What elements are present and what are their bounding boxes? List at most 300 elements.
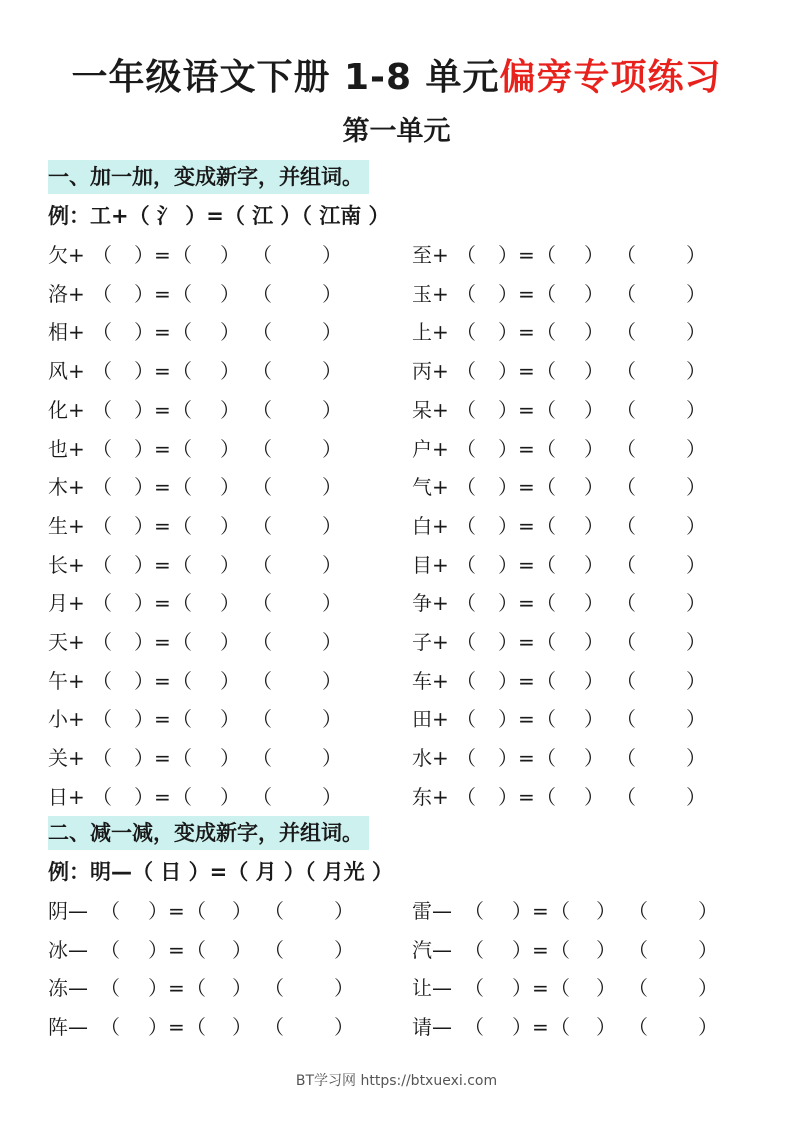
blank-close: ）=: [134, 475, 171, 500]
blank-open: （: [252, 746, 272, 771]
blank-close: ）: [584, 320, 604, 345]
blank-close: ）: [686, 397, 706, 422]
blank-close: ）: [596, 976, 616, 1001]
blank-open: （: [172, 591, 192, 616]
blank-close: ）: [334, 937, 354, 962]
blank-open: （: [616, 359, 636, 384]
blank-open: （: [252, 784, 272, 809]
blank-close: ）: [596, 1015, 616, 1040]
exercise-row: [412, 354, 732, 388]
blank-close: ）: [220, 436, 240, 461]
blank-close: ）: [584, 591, 604, 616]
blank-close: ）=: [148, 899, 185, 923]
blank-close: ）: [220, 320, 240, 345]
blank-open: （: [536, 591, 556, 616]
blank-open: （: [172, 243, 192, 267]
blank-open: （: [252, 591, 272, 616]
blank-close: ）=: [134, 591, 171, 616]
blank-open: （: [616, 243, 636, 267]
blank-close: ）=: [134, 436, 171, 461]
exercise-row: [412, 933, 732, 967]
blank-close: ）: [322, 784, 342, 809]
blank-close: ）=: [134, 552, 171, 577]
base-char: 丙+: [412, 359, 449, 384]
blank-open: （: [100, 1015, 120, 1040]
blank-open: （: [456, 320, 476, 345]
blank-close: ）=: [498, 513, 535, 538]
exercise-row: [48, 586, 368, 620]
exercise-row: [412, 432, 732, 466]
exercise-row: [48, 741, 368, 775]
blank-close: ）: [596, 899, 616, 923]
base-char: 呆+: [412, 397, 449, 422]
blank-close: ）=: [512, 976, 549, 1001]
blank-open: （: [186, 899, 206, 923]
blank-close: ）=: [498, 746, 535, 771]
blank-close: ）: [686, 320, 706, 345]
blank-open: （: [616, 668, 636, 693]
blank-close: ）: [322, 359, 342, 384]
blank-open: （: [456, 552, 476, 577]
blank-open: （: [92, 552, 112, 577]
blank-close: ）: [322, 552, 342, 577]
blank-open: （: [172, 436, 192, 461]
blank-close: ）=: [134, 746, 171, 771]
exercise-row: [48, 664, 368, 698]
blank-close: ）: [686, 475, 706, 500]
blank-close: ）: [584, 397, 604, 422]
blank-close: ）: [686, 630, 706, 654]
blank-close: ）: [584, 668, 604, 693]
blank-close: ）: [584, 707, 604, 732]
blank-open: （: [186, 976, 206, 1001]
exercise-row: [412, 315, 732, 349]
exercise-row: [48, 354, 368, 388]
blank-open: （: [536, 281, 556, 306]
blank-close: ）: [584, 359, 604, 384]
blank-open: （: [172, 475, 192, 500]
blank-close: ）=: [134, 243, 171, 267]
base-char: 气+: [412, 475, 449, 500]
blank-close: ）: [698, 899, 718, 923]
base-char: 长+: [48, 552, 85, 577]
blank-open: （: [264, 937, 284, 962]
blank-close: ）: [686, 436, 706, 461]
exercise-row: [412, 971, 732, 1005]
blank-open: （: [616, 591, 636, 616]
base-char: 雷—: [412, 899, 452, 923]
blank-close: ）: [584, 243, 604, 267]
base-char: 关+: [48, 746, 85, 771]
blank-open: （: [264, 1015, 284, 1040]
blank-open: （: [536, 746, 556, 771]
blank-open: （: [92, 513, 112, 538]
blank-close: ）=: [498, 359, 535, 384]
blank-close: ）=: [498, 668, 535, 693]
blank-open: （: [456, 707, 476, 732]
blank-open: （: [92, 784, 112, 809]
blank-close: ）=: [498, 552, 535, 577]
blank-open: （: [172, 281, 192, 306]
exercise-row: [48, 315, 368, 349]
page-title: [0, 52, 793, 104]
blank-close: ）: [220, 243, 240, 267]
blank-close: ）=: [512, 1015, 549, 1040]
blank-open: （: [456, 397, 476, 422]
blank-close: ）: [220, 707, 240, 732]
base-char: 户+: [412, 436, 449, 461]
blank-close: ）: [220, 552, 240, 577]
blank-close: ）: [334, 899, 354, 923]
blank-open: （: [464, 976, 484, 1001]
blank-open: （: [456, 436, 476, 461]
blank-open: （: [616, 707, 636, 732]
blank-open: （: [536, 243, 556, 267]
blank-open: （: [100, 976, 120, 1001]
blank-open: （: [464, 1015, 484, 1040]
blank-open: （: [550, 976, 570, 1001]
blank-close: ）: [698, 976, 718, 1001]
blank-open: （: [536, 436, 556, 461]
exercise-row: [412, 470, 732, 504]
base-char: 争+: [412, 591, 449, 616]
blank-open: （: [186, 937, 206, 962]
blank-open: （: [536, 513, 556, 538]
blank-open: （: [456, 243, 476, 267]
blank-open: （: [464, 937, 484, 962]
exercise-row: [48, 780, 368, 814]
exercise-row: [412, 894, 732, 928]
blank-open: （: [252, 397, 272, 422]
blank-open: （: [252, 475, 272, 500]
blank-open: （: [92, 668, 112, 693]
blank-open: （: [172, 784, 192, 809]
exercise-row: [48, 548, 368, 582]
blank-close: ）: [220, 630, 240, 654]
blank-close: ）: [584, 552, 604, 577]
blank-open: （: [252, 243, 272, 267]
blank-open: （: [616, 746, 636, 771]
blank-open: （: [628, 899, 648, 923]
blank-open: （: [536, 784, 556, 809]
blank-open: （: [456, 359, 476, 384]
blank-open: （: [252, 281, 272, 306]
blank-close: ）: [698, 1015, 718, 1040]
blank-open: （: [616, 630, 636, 654]
blank-open: （: [616, 281, 636, 306]
exercise-row: [412, 625, 732, 659]
blank-open: （: [536, 707, 556, 732]
base-char: 日+: [48, 784, 85, 809]
blank-open: （: [172, 630, 192, 654]
blank-open: （: [172, 320, 192, 345]
blank-open: （: [536, 552, 556, 577]
blank-open: （: [92, 591, 112, 616]
exercise-row: [48, 971, 368, 1005]
base-char: 请—: [412, 1015, 452, 1040]
blank-open: （: [536, 630, 556, 654]
blank-close: ）=: [498, 475, 535, 500]
blank-open: （: [92, 243, 112, 267]
blank-open: （: [92, 436, 112, 461]
blank-open: （: [92, 281, 112, 306]
blank-open: （: [172, 668, 192, 693]
exercise-row: [412, 702, 732, 736]
blank-close: ）: [220, 746, 240, 771]
blank-open: （: [616, 784, 636, 809]
exercise-row: [48, 393, 368, 427]
blank-close: ）: [596, 937, 616, 962]
base-char: 让—: [412, 976, 452, 1001]
blank-close: ）: [220, 784, 240, 809]
blank-close: ）: [686, 591, 706, 616]
blank-close: ）: [584, 475, 604, 500]
blank-close: ）: [322, 436, 342, 461]
base-char: 白+: [412, 513, 449, 538]
unit-subtitle: 第一单元: [342, 116, 451, 147]
blank-open: （: [536, 320, 556, 345]
title-highlight: 偏旁专项练习: [499, 57, 722, 98]
exercise-row: [412, 741, 732, 775]
base-char: 洛+: [48, 281, 85, 306]
blank-close: ）: [220, 397, 240, 422]
blank-close: ）=: [134, 397, 171, 422]
exercise-row: [48, 470, 368, 504]
exercise-row: [48, 432, 368, 466]
blank-close: ）: [322, 707, 342, 732]
blank-close: ）: [584, 784, 604, 809]
exercise-row: [48, 625, 368, 659]
blank-open: （: [616, 397, 636, 422]
blank-close: ）: [232, 937, 252, 962]
base-char: 田+: [412, 707, 449, 732]
exercise-row: [48, 1010, 368, 1044]
blank-open: （: [252, 359, 272, 384]
blank-open: （: [172, 359, 192, 384]
blank-open: （: [456, 281, 476, 306]
blank-open: （: [536, 475, 556, 500]
exercise-row: [412, 1010, 732, 1044]
blank-close: ）: [322, 513, 342, 538]
blank-open: （: [550, 937, 570, 962]
blank-open: （: [536, 359, 556, 384]
blank-close: ）: [232, 899, 252, 923]
base-char: 上+: [412, 320, 449, 345]
base-char: 化+: [48, 397, 85, 422]
blank-close: ）=: [134, 320, 171, 345]
base-char: 生+: [48, 513, 85, 538]
blank-close: ）: [220, 359, 240, 384]
blank-open: （: [456, 630, 476, 654]
blank-open: （: [252, 668, 272, 693]
blank-close: ）: [686, 746, 706, 771]
blank-close: ）: [686, 513, 706, 538]
blank-close: ）=: [134, 784, 171, 809]
base-char: 也+: [48, 436, 85, 461]
blank-close: ）: [322, 591, 342, 616]
base-char: 汽—: [412, 937, 452, 962]
blank-open: （: [264, 976, 284, 1001]
base-char: 月+: [48, 591, 85, 616]
section2-heading: 二、减一减，变成新字，并组词。: [48, 816, 369, 850]
base-char: 天+: [48, 630, 85, 654]
exercise-row: [412, 509, 732, 543]
blank-open: （: [186, 1015, 206, 1040]
blank-close: ）: [232, 976, 252, 1001]
blank-open: （: [172, 397, 192, 422]
blank-close: ）: [584, 746, 604, 771]
exercise-row: [48, 702, 368, 736]
blank-open: （: [92, 630, 112, 654]
base-char: 至+: [412, 243, 449, 267]
blank-close: ）: [584, 513, 604, 538]
exercise-row: [412, 586, 732, 620]
blank-open: （: [536, 668, 556, 693]
blank-open: （: [92, 746, 112, 771]
blank-open: （: [252, 513, 272, 538]
blank-open: （: [100, 937, 120, 962]
blank-open: （: [456, 746, 476, 771]
base-char: 车+: [412, 668, 449, 693]
blank-close: ）=: [134, 630, 171, 654]
exercise-row: [412, 238, 732, 272]
blank-close: ）: [686, 707, 706, 732]
base-char: 风+: [48, 359, 85, 384]
blank-close: ）: [220, 513, 240, 538]
blank-close: ）=: [134, 707, 171, 732]
blank-close: ）=: [498, 281, 535, 306]
base-char: 午+: [48, 668, 85, 693]
blank-open: （: [172, 707, 192, 732]
blank-open: （: [628, 976, 648, 1001]
exercise-row: [412, 548, 732, 582]
exercise-row: [412, 664, 732, 698]
blank-close: ）=: [148, 976, 185, 1001]
blank-close: ）: [334, 976, 354, 1001]
blank-close: ）: [584, 436, 604, 461]
blank-close: ）=: [498, 784, 535, 809]
blank-open: （: [456, 475, 476, 500]
blank-open: （: [252, 707, 272, 732]
blank-close: ）=: [498, 630, 535, 654]
blank-open: （: [456, 591, 476, 616]
blank-close: ）: [322, 668, 342, 693]
blank-open: （: [628, 937, 648, 962]
blank-open: （: [92, 397, 112, 422]
blank-close: ）: [686, 359, 706, 384]
base-char: 欠+: [48, 243, 85, 267]
blank-close: ）: [322, 630, 342, 654]
exercise-row: [48, 277, 368, 311]
blank-open: （: [252, 436, 272, 461]
blank-close: ）: [686, 243, 706, 267]
exercise-row: [48, 509, 368, 543]
blank-close: ）=: [134, 359, 171, 384]
blank-close: ）: [686, 784, 706, 809]
blank-open: （: [252, 320, 272, 345]
blank-close: ）=: [134, 281, 171, 306]
base-char: 玉+: [412, 281, 449, 306]
blank-open: （: [550, 899, 570, 923]
blank-close: ）=: [498, 397, 535, 422]
blank-close: ）=: [498, 320, 535, 345]
blank-open: （: [92, 707, 112, 732]
blank-close: ）: [322, 397, 342, 422]
blank-open: （: [252, 552, 272, 577]
footer-source: BT学习网 https://btxuexi.com: [295, 1073, 498, 1089]
exercise-row: [48, 933, 368, 967]
blank-close: ）=: [134, 513, 171, 538]
blank-close: ）: [686, 281, 706, 306]
blank-open: （: [92, 359, 112, 384]
blank-close: ）: [322, 243, 342, 267]
base-char: 木+: [48, 475, 85, 500]
blank-close: ）: [220, 475, 240, 500]
blank-close: ）=: [148, 1015, 185, 1040]
base-char: 冰—: [48, 937, 88, 962]
blank-open: （: [92, 320, 112, 345]
title-main: 一年级语文下册 1-8 单元: [71, 57, 500, 98]
blank-close: ）: [698, 937, 718, 962]
blank-open: （: [616, 475, 636, 500]
blank-open: （: [172, 513, 192, 538]
blank-close: ）=: [498, 707, 535, 732]
blank-open: （: [628, 1015, 648, 1040]
blank-close: ）: [220, 281, 240, 306]
exercise-row: [412, 277, 732, 311]
blank-open: （: [616, 552, 636, 577]
blank-close: ）=: [498, 243, 535, 267]
base-char: 东+: [412, 784, 449, 809]
blank-close: ）=: [498, 436, 535, 461]
base-char: 目+: [412, 552, 449, 577]
section1-heading: 一、加一加，变成新字，并组词。: [48, 160, 369, 194]
exercise-row: [412, 393, 732, 427]
blank-open: （: [616, 320, 636, 345]
base-char: 阵—: [48, 1015, 88, 1040]
blank-open: （: [456, 668, 476, 693]
base-char: 阴—: [48, 899, 88, 923]
blank-close: ）=: [148, 937, 185, 962]
blank-close: ）=: [134, 668, 171, 693]
blank-open: （: [172, 746, 192, 771]
blank-close: ）: [584, 630, 604, 654]
blank-close: ）: [322, 320, 342, 345]
base-char: 冻—: [48, 976, 88, 1001]
blank-open: （: [536, 397, 556, 422]
blank-open: （: [264, 899, 284, 923]
exercise-row: [48, 894, 368, 928]
section2-example: 例：明—（ 日 ）=（ 月 ）（ 月光 ）: [48, 860, 393, 884]
blank-close: ）: [322, 475, 342, 500]
base-char: 小+: [48, 707, 85, 732]
blank-close: ）: [322, 746, 342, 771]
blank-close: ）: [322, 281, 342, 306]
blank-open: （: [616, 513, 636, 538]
section1-example: 例：工+（ 氵 ）=（ 江 ）（ 江南 ）: [48, 204, 390, 228]
blank-close: ）: [686, 552, 706, 577]
blank-open: （: [100, 899, 120, 923]
blank-close: ）: [584, 281, 604, 306]
blank-open: （: [456, 513, 476, 538]
base-char: 相+: [48, 320, 85, 345]
blank-open: （: [456, 784, 476, 809]
blank-close: ）=: [512, 937, 549, 962]
blank-open: （: [550, 1015, 570, 1040]
base-char: 子+: [412, 630, 449, 654]
blank-close: ）: [334, 1015, 354, 1040]
blank-close: ）: [220, 668, 240, 693]
